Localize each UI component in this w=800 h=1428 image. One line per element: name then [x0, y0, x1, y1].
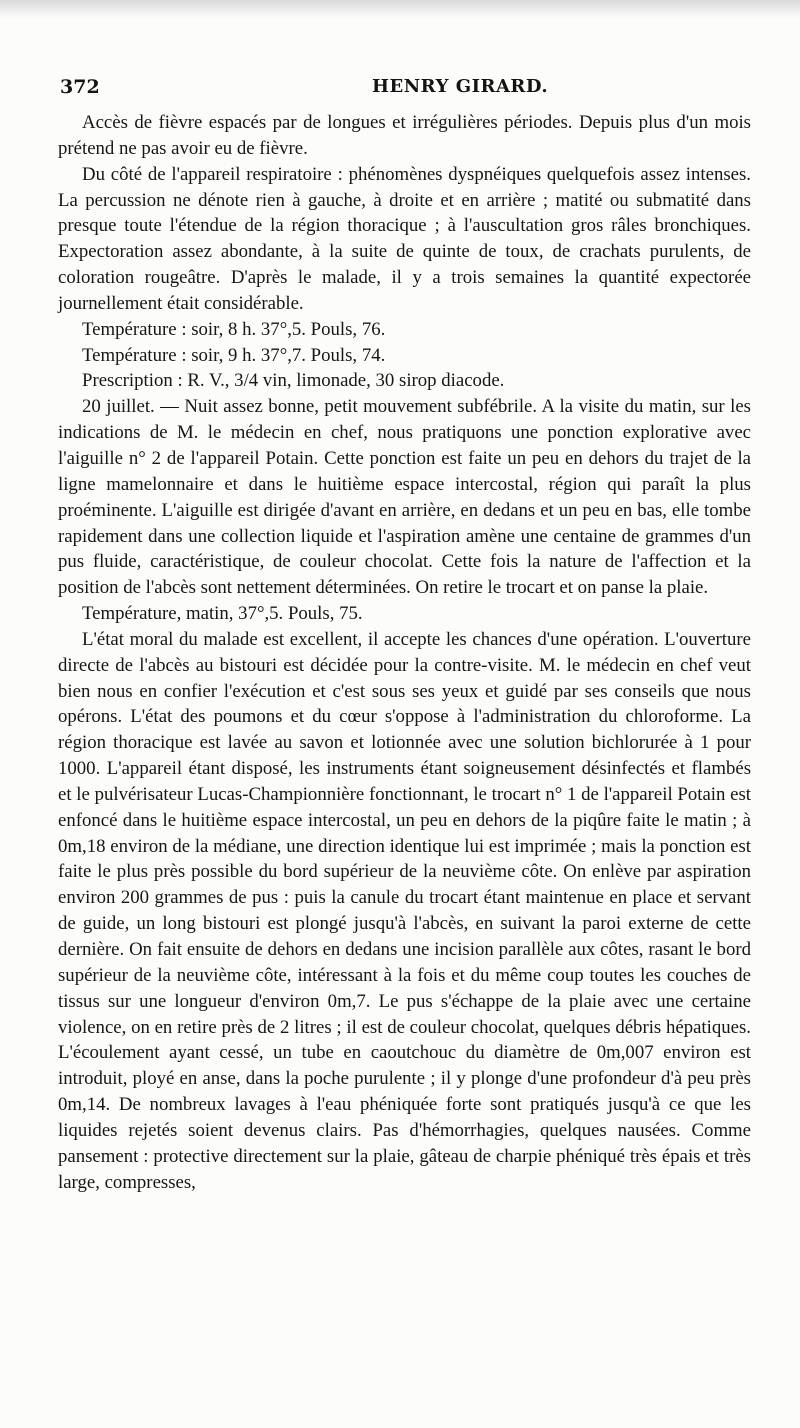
page-number: 372 [60, 76, 100, 98]
paragraph-temperature-8h: Température : soir, 8 h. 37°,5. Pouls, 76. [82, 318, 386, 340]
body-text [58, 110, 751, 1195]
paragraph-fever: Accès de fièvre espacés par de longues et irrégulières périodes. Depuis plus d'un mois prétend ne pas avoir eu de fièvre. [58, 112, 751, 159]
page-header [60, 76, 760, 102]
running-head: HENRY GIRARD. [372, 76, 549, 97]
scan-edge-shadow [0, 0, 800, 18]
paragraph-respiratory: Du côté de l'appareil respiratoire : phénomènes dyspnéiques quelquefois assez intenses. La percussion ne dénote rien à gauche, à droite et en arrière ; matité ou submatité dans presque toute l'étendue de la région thoracique ; à l'auscultation gros râles bronchiques. Expectoration assez abondante, à la suite de quinte de toux, de crachats purulents, de coloration rougeâtre. D'après le malade, il y a trois semaines la quantité expectorée journellement était considérable. [58, 163, 751, 314]
paragraph-prescription: Prescription : R. V., 3/4 vin, limonade, 30 sirop diacode. [82, 370, 505, 392]
paragraph-july-20: 20 juillet. — Nuit assez bonne, petit mouvement subfébrile. A la visite du matin, sur les indications de M. le médecin en chef, nous pratiquons une ponction explorative avec l'aiguille n° 2 de l'appareil Potain. Cette ponction est faite un peu en dehors du trajet de la ligne mamelonnaire et dans le huitième espace intercostal, région qui paraît la plus proéminente. L'aiguille est dirigée d'avant en arrière, en dedans et un peu en bas, elle tombe rapidement dans une collection liquide et l'aspiration amène une centaine de grammes d'un pus fluide, caractéristique, de couleur chocolat. Cette fois la nature de l'affection et la position de l'abcès sont nettement déterminées. On retire le trocart et on panse la plaie. [58, 396, 751, 599]
paragraph-temperature-morning: Température, matin, 37°,5. Pouls, 75. [82, 603, 363, 625]
paragraph-temperature-9h: Température : soir, 9 h. 37°,7. Pouls, 74. [82, 344, 386, 366]
paragraph-operation: L'état moral du malade est excellent, il accepte les chances d'une opération. L'ouverture directe de l'abcès au bistouri est décidée pour la contre-visite. M. le médecin en chef veut bien nous en confier l'exécution et c'est sous ses yeux et guidé par ses conseils que nous opérons. L'état des poumons et du cœur s'oppose à l'administration du chloroforme. La région thoracique est lavée au savon et lotionnée avec une solution bichlorurée à 1 pour 1000. L'appareil étant disposé, les instruments étant soigneusement désinfectés et flambés et le pulvérisateur Lucas-Championnière fonctionnant, le trocart n° 1 de l'appareil Potain est enfoncé dans le huitième espace intercostal, un peu en dehors de la piqûre faite le matin ; à 0m,18 environ de la médiane, une direction identique lui est imprimée ; mais la ponction est faite le plus près possible du bord supérieur de la neuvième côte. On enlève par aspiration environ 200 grammes de pus : puis la canule du trocart étant maintenue en place et servant de guide, un long bistouri est plongé jusqu'à l'abcès, en suivant la paroi externe de cette dernière. On fait ensuite de dehors en dedans une incision parallèle aux côtes, rasant le bord supérieur de la neuvième côte, intéressant à la fois et du même coup toutes les couches de tissus sur une longueur d'environ 0m,7. Le pus s'échappe de la plaie avec une certaine violence, on en retire près de 2 litres ; il est de couleur chocolat, quelques débris hépatiques. L'écoulement ayant cessé, un tube en caoutchouc du diamètre de 0m,007 environ est introduit, ployé en anse, dans la poche purulente ; il y plonge d'une profondeur d'à peu près 0m,14. De nombreux lavages à l'eau phéniquée forte sont pratiqués jusqu'à ce que les liquides rejetés soient devenus clairs. Pas d'hémorrhagies, quelques nausées. Comme pansement : protective directement sur la plaie, gâteau de charpie phéniqué très épais et très large, compresses, [58, 628, 751, 1193]
